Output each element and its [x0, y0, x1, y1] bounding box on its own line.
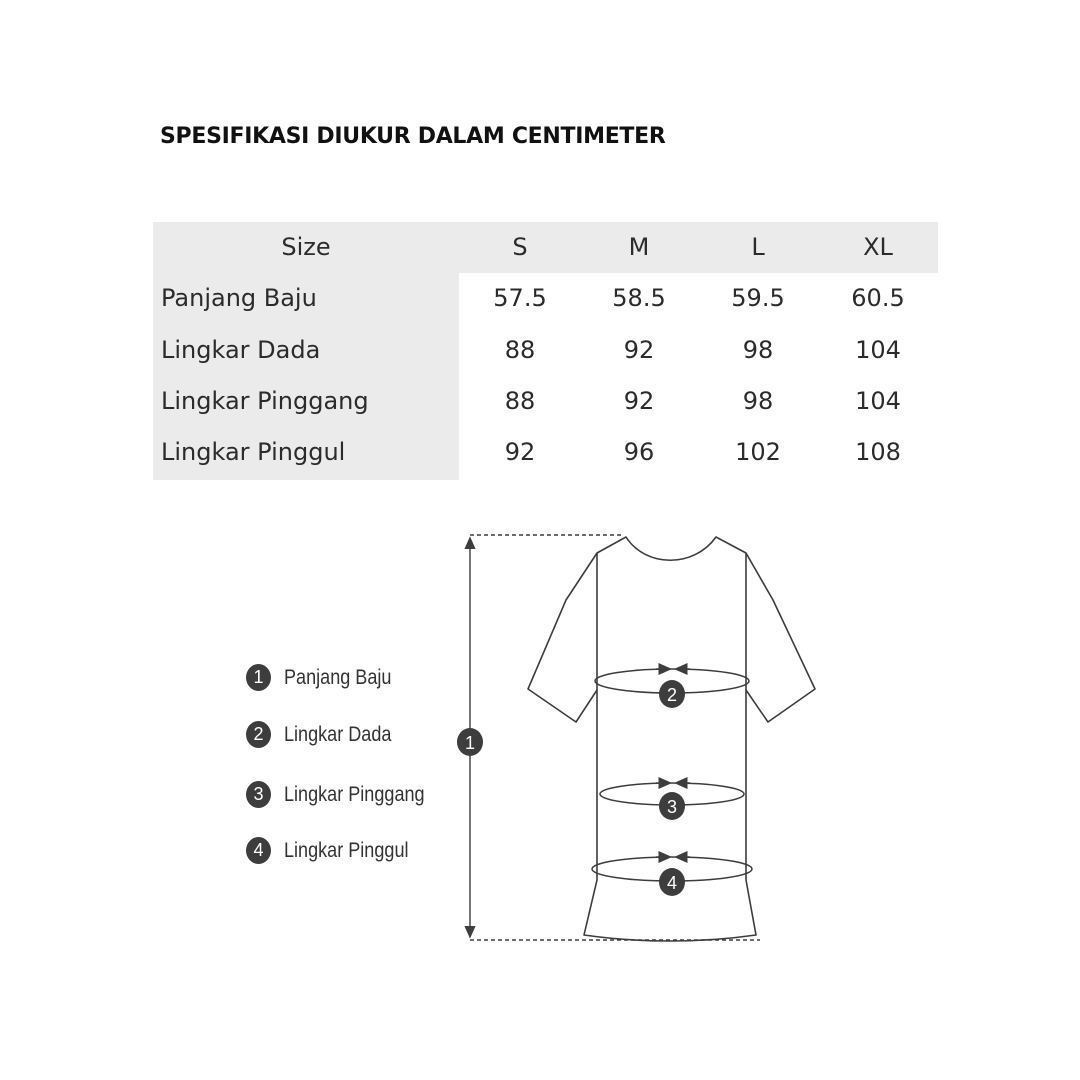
legend-label: Lingkar Pinggang — [284, 783, 425, 806]
number-badge: 4 — [246, 837, 271, 864]
svg-text:4: 4 — [666, 873, 678, 893]
number-badge: 1 — [246, 664, 271, 691]
table-cell: 59.5 — [731, 284, 785, 312]
svg-text:2: 2 — [666, 685, 678, 705]
table-cell: 108 — [855, 438, 901, 466]
number-badge: 2 — [246, 721, 271, 748]
svg-text:1: 1 — [464, 733, 476, 753]
legend-label: Lingkar Pinggul — [284, 839, 409, 862]
marker-4 — [659, 868, 685, 896]
header-size-m: M — [628, 233, 650, 261]
svg-text:3: 3 — [666, 797, 678, 817]
marker-3 — [659, 792, 685, 820]
row-label: Lingkar Pinggul — [161, 438, 346, 466]
row-label: Lingkar Dada — [161, 336, 321, 364]
marker-1 — [457, 728, 483, 756]
legend-label: Panjang Baju — [284, 666, 392, 689]
table-cell: 88 — [504, 387, 536, 415]
table-cell: 92 — [623, 336, 655, 364]
row-label: Panjang Baju — [161, 284, 317, 312]
table-cell: 102 — [735, 438, 781, 466]
table-cell: 98 — [742, 336, 774, 364]
number-badge: 3 — [246, 781, 271, 808]
legend-label: Lingkar Dada — [284, 723, 392, 746]
header-size-xl: XL — [863, 233, 893, 261]
row-label: Lingkar Pinggang — [161, 387, 369, 415]
table-cell: 104 — [855, 387, 901, 415]
table-cell: 92 — [504, 438, 536, 466]
marker-2 — [659, 680, 685, 708]
table-cell: 60.5 — [851, 284, 905, 312]
page-title: SPESIFIKASI DIUKUR DALAM CENTIMETER — [160, 124, 666, 149]
table-cell: 92 — [623, 387, 655, 415]
table-cell: 57.5 — [493, 284, 547, 312]
table-cell: 58.5 — [612, 284, 666, 312]
header-size-l: L — [751, 233, 765, 261]
table-cell: 98 — [742, 387, 774, 415]
table-cell: 96 — [623, 438, 655, 466]
table-cell: 104 — [855, 336, 901, 364]
header-size-s: S — [512, 233, 528, 261]
table-cell: 88 — [504, 336, 536, 364]
header-size-label: Size — [281, 233, 331, 261]
